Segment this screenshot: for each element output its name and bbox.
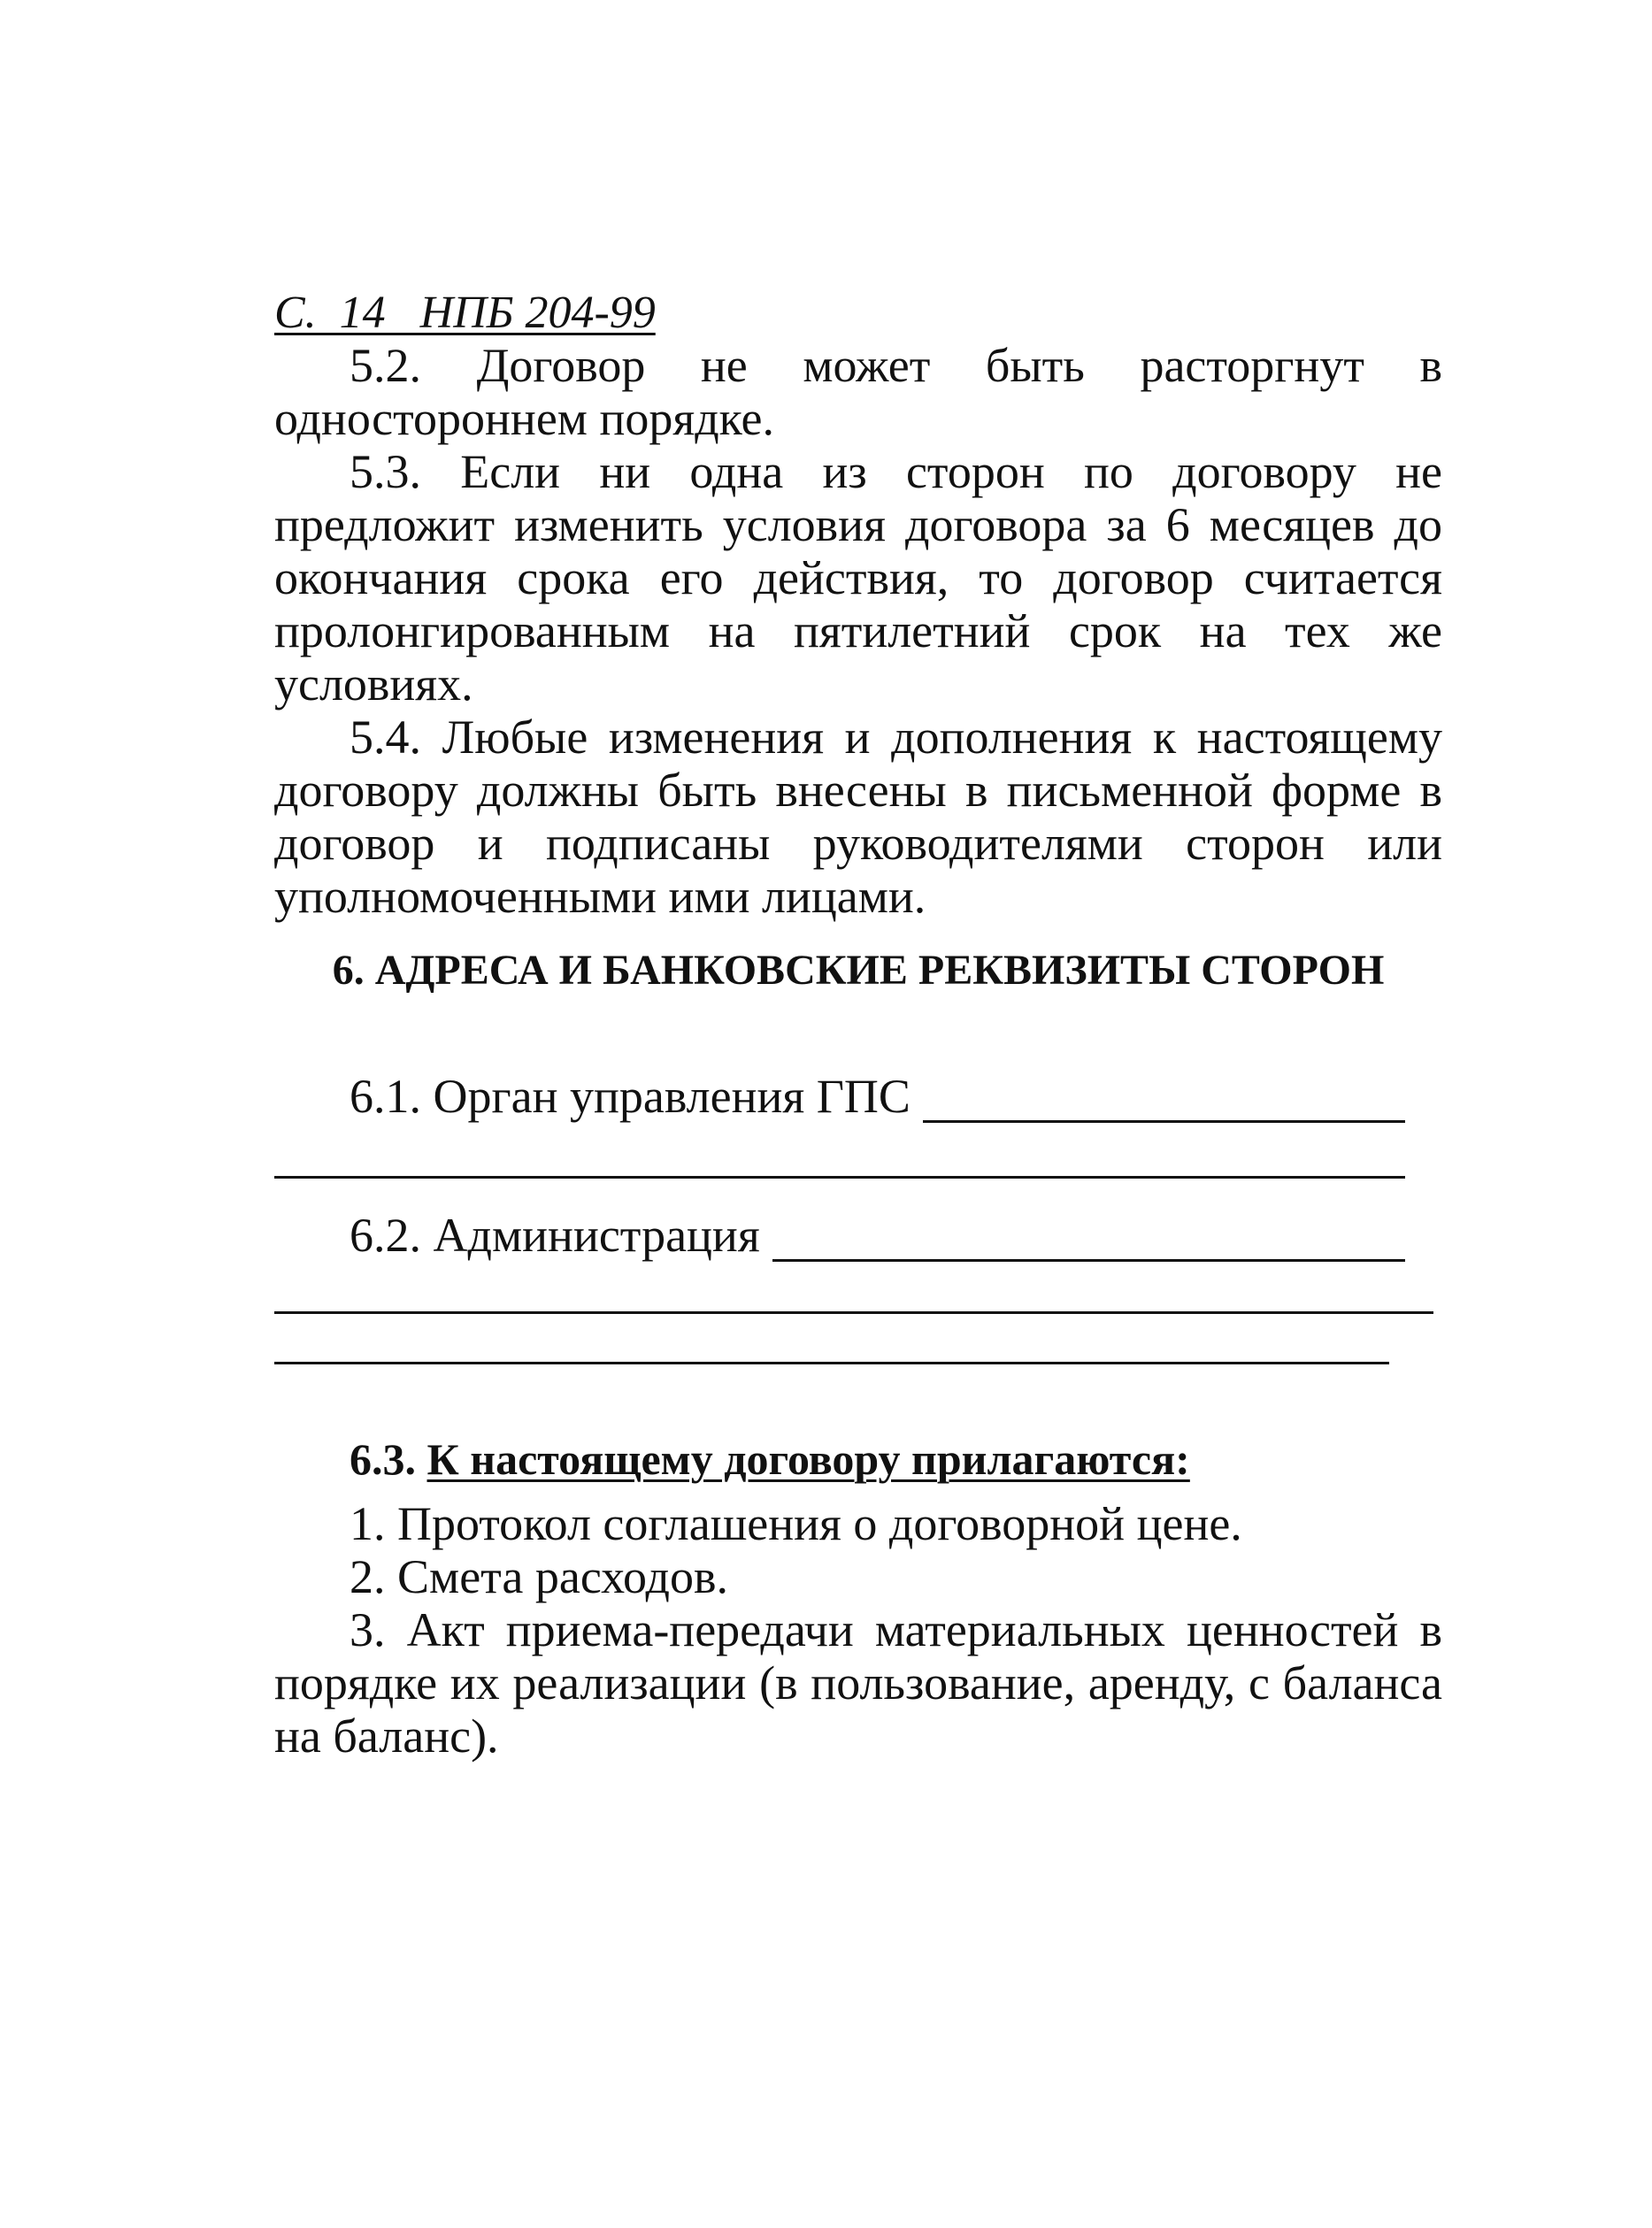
field-6-2-blank-line — [772, 1220, 1405, 1262]
clause-5-2: 5.2. Договор не может быть расторгнут в одностороннем порядке. — [274, 339, 1442, 445]
spacer — [274, 1364, 1442, 1433]
spacer — [274, 1123, 1442, 1176]
section-6-heading: 6. АДРЕСА И БАНКОВСКИЕ РЕКВИЗИТЫ СТОРОН — [332, 947, 1385, 994]
document-page — [274, 288, 1442, 1763]
spacer — [274, 1485, 1442, 1497]
page-header: С. 14 НПБ 204-99 — [274, 288, 656, 338]
attachments-number: 6.3. — [350, 1434, 416, 1484]
spacer — [274, 995, 1442, 1070]
clause-5-4: 5.4. Любые изменения и дополнения к настоящему договору должны быть внесены в письменной форме в договор и подписаны руководителями сторон или уполномоченными ими лицами. — [274, 711, 1442, 923]
clause-5-3: 5.3. Если ни одна из сторон по договору не предложит изменить условия договора за 6 месяцев до окончания срока его действия, то договор считается пролонгированным на пятилетний срок на тех же условиях. — [274, 445, 1442, 711]
field-6-1-label: 6.1. Орган управления ГПС — [350, 1070, 911, 1123]
attachment-item: 3. Акт приема-передачи материальных ценностей в порядке их реализации (в пользование, аренду, с баланса на баланс). — [274, 1603, 1442, 1763]
field-6-1-blank-line — [923, 1081, 1405, 1123]
field-6-2-row — [274, 1209, 1442, 1262]
spacer — [274, 1314, 1442, 1362]
field-6-2-label: 6.2. Администрация — [350, 1209, 760, 1262]
attachment-item: 2. Смета расходов. — [350, 1550, 728, 1603]
attachments-title-text: К настоящему договору прилагаются: — [426, 1434, 1190, 1484]
attachment-item: 1. Протокол соглашения о договорной цене. — [350, 1497, 1242, 1550]
attachments-title — [274, 1433, 1442, 1485]
field-6-1-row — [274, 1070, 1442, 1123]
spacer — [274, 1262, 1442, 1311]
spacer — [274, 1179, 1442, 1209]
